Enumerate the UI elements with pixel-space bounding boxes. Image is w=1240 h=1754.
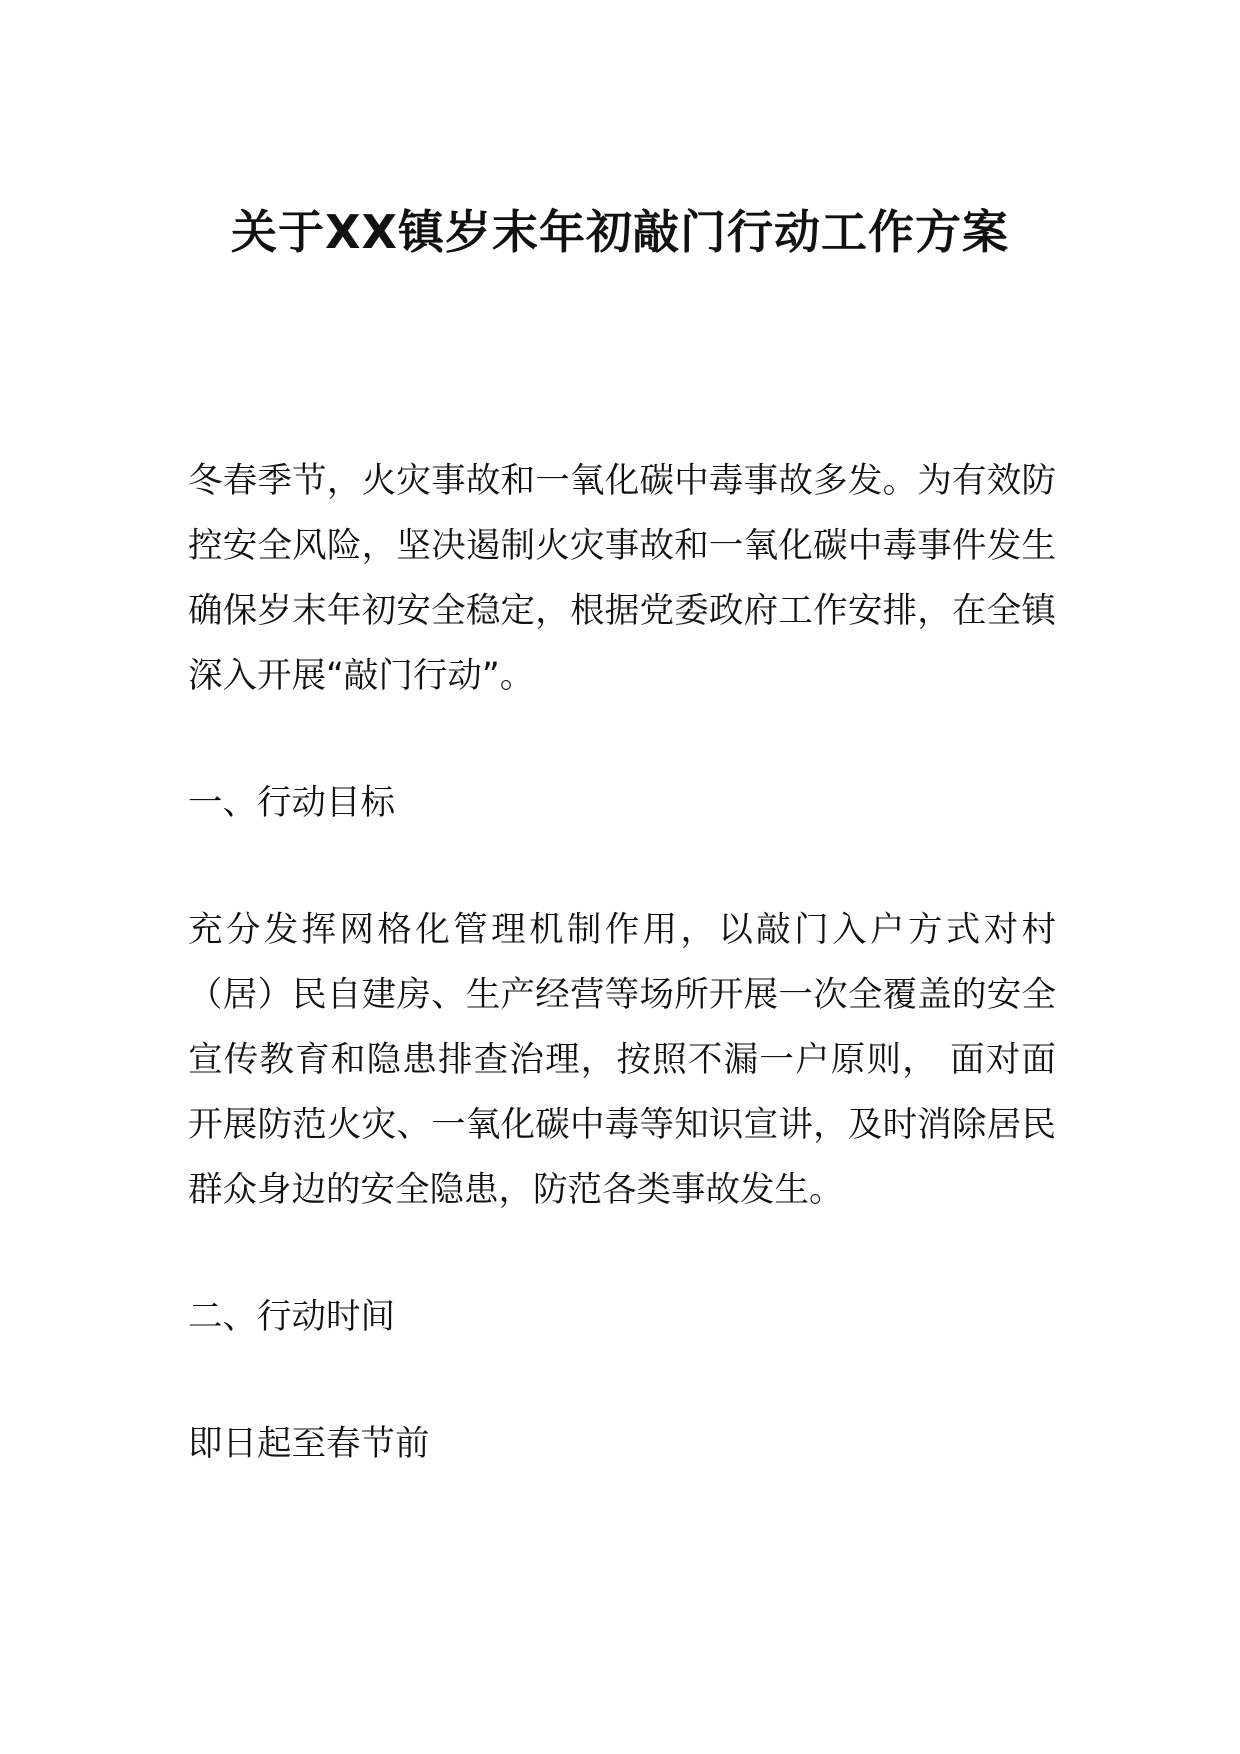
intro-paragraph: 冬春季节，火灾事故和一氧化碳中毒事故多发。为有效防控安全风险，坚决遏制火灾事故和一氧化碳中毒事件发生确保岁末年初安全稳定，根据党委政府工作安排，在全镇深入开展“敲门行动”。 — [188, 461, 1056, 696]
section-body-goal: 充分发挥网格化管理机制作用，以敲门入户方式对村（居）民自建房、生产经营等场所开展一次全覆盖的安全宣传教育和隐患排查治理，按照不漏一户原则， 面对面开展防范火灾、一氧化碳中毒等知识宣讲，及时消除居民群众身边的安全隐患，防范各类事故发生。 — [188, 910, 1056, 1210]
section-heading-time: 二、行动时间 — [188, 1297, 395, 1337]
section-body-time: 即日起至春节前 — [188, 1424, 430, 1464]
section-heading-goal: 一、行动目标 — [188, 783, 395, 823]
document-body — [188, 449, 1056, 1477]
document-title: 关于XX镇岁末年初敲门行动工作方案 — [231, 205, 1009, 259]
